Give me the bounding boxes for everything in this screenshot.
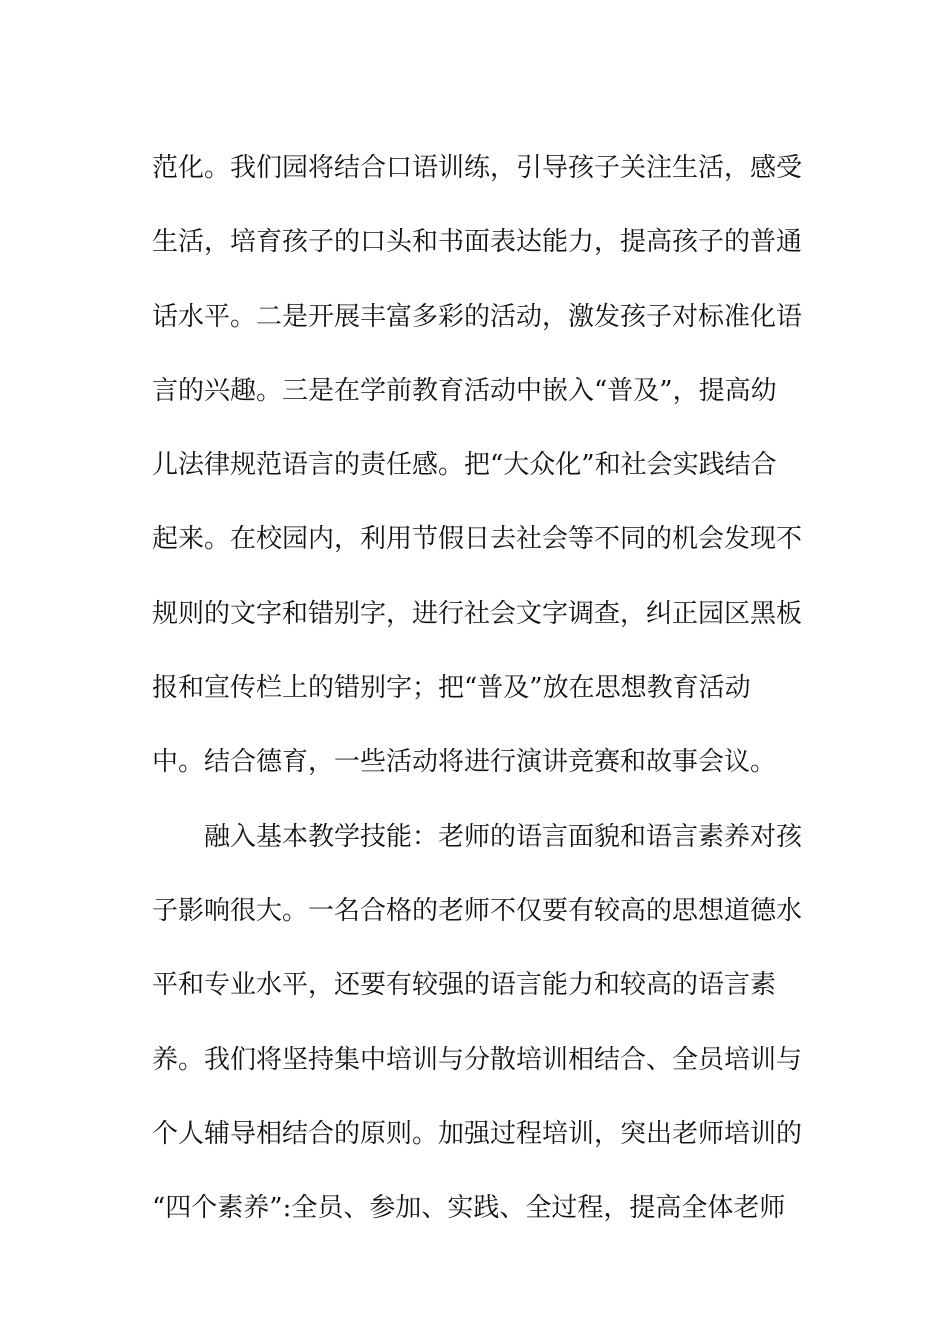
text-line: 平和专业水平，还要有较强的语言能力和较高的语言素	[152, 970, 777, 1001]
text-line: 生活，培育孩子的口头和书面表达能力，提高孩子的普通	[152, 227, 803, 258]
text-line: 子影响很大。一名合格的老师不仅要有较高的思想道德水	[152, 895, 803, 926]
text-line: 养。我们将坚持集中培训与分散培训相结合、全员培训与	[152, 1044, 803, 1075]
text-line: 个人辅导相结合的原则。加强过程培训，突出老师培训的	[152, 1118, 803, 1149]
body-text	[152, 131, 812, 1245]
text-line: 起来。在校园内，利用节假日去社会等不同的机会发现不	[152, 524, 803, 555]
text-line: 范化。我们园将结合口语训练，引导孩子关注生活，感受	[152, 153, 803, 183]
text-line: 规则的文字和错别字，进行社会文字调查，纠正园区黑板	[152, 598, 803, 629]
text-line: 话水平。二是开展丰富多彩的活动，激发孩子对标准化语	[152, 301, 803, 332]
text-line: 报和宣传栏上的错别字；把“普及”放在思想教育活动	[152, 673, 751, 704]
text-line: “四个素养”:全员、参加、实践、全过程，提高全体老师	[152, 1193, 786, 1224]
text-line: 言的兴趣。三是在学前教育活动中嵌入“普及”，提高幼	[152, 375, 777, 406]
text-line: 儿法律规范语言的责任感。把“大众化”和社会实践结合	[152, 450, 777, 481]
paragraph-start-line: 融入基本教学技能：老师的语言面貌和语言素养对孩	[152, 821, 803, 852]
text-line: 中。结合德育，一些活动将进行演讲竞赛和故事会议。	[152, 747, 777, 778]
